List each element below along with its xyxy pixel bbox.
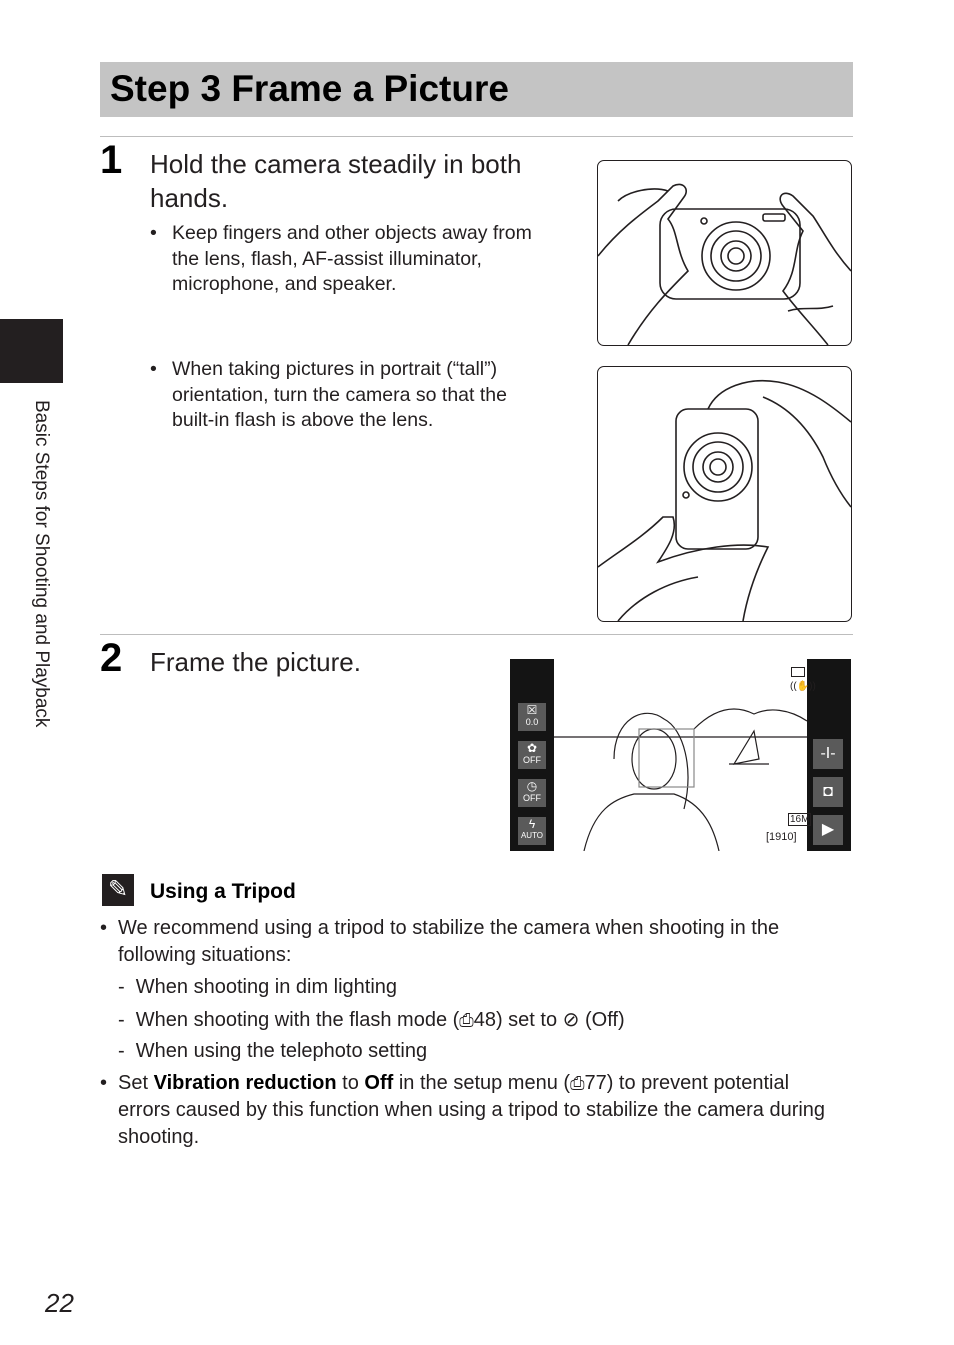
divider bbox=[100, 136, 853, 137]
reference-icon: ⎙ bbox=[459, 1010, 474, 1031]
note-dash-2: - When shooting with the flash mode (⎙48) set to ⊘ (Off) bbox=[118, 1007, 625, 1031]
note-bullet-1: • We recommend using a tripod to stabilize the camera when shooting in the following situations: bbox=[100, 917, 780, 966]
portrait-scene-icon bbox=[554, 659, 807, 851]
battery-icon bbox=[791, 667, 805, 677]
playback-icon[interactable]: ▶ bbox=[813, 815, 843, 845]
image-size-icon: 16M bbox=[790, 814, 810, 825]
note-dash-1: - When shooting in dim lighting bbox=[118, 976, 398, 998]
self-timer-icon[interactable]: ◷ OFF bbox=[518, 779, 546, 807]
camera-hands-icon bbox=[598, 161, 851, 345]
vibration-reduction-icon: ((✋)) bbox=[790, 681, 816, 692]
step-1-number: 1 bbox=[100, 138, 123, 182]
shots-remaining: [1910] bbox=[766, 831, 797, 843]
camera-landscape-illustration bbox=[597, 160, 852, 346]
page-title: Step 3 Frame a Picture bbox=[110, 68, 509, 109]
flash-off-icon: ⊘ bbox=[562, 1007, 580, 1031]
step-2-heading: Frame the picture. bbox=[150, 647, 361, 677]
step-1-bullet-2: • When taking pictures in portrait (“tall”) orientation, turn the camera so that the built-in flash is above the lens. bbox=[150, 358, 507, 431]
camera-portrait-illustration bbox=[597, 366, 852, 622]
exposure-compensation-icon[interactable]: ☒ 0.0 bbox=[518, 703, 546, 731]
monitor-display bbox=[510, 659, 851, 851]
note-dash-3: - When using the telephoto setting bbox=[118, 1040, 428, 1062]
zoom-icon[interactable]: -I- bbox=[813, 739, 843, 769]
chapter-label: Basic Steps for Shooting and Playback bbox=[31, 400, 52, 728]
camera-icon[interactable]: ◘ bbox=[813, 777, 843, 807]
step-1-heading: Hold the camera steadily in both hands. bbox=[150, 149, 522, 213]
note-title: Using a Tripod bbox=[150, 880, 296, 903]
chapter-tab bbox=[0, 319, 63, 383]
step-2-number: 2 bbox=[100, 636, 123, 680]
camera-portrait-icon bbox=[598, 367, 851, 621]
divider bbox=[100, 634, 853, 635]
live-view bbox=[554, 659, 807, 851]
macro-mode-icon[interactable]: ✿ OFF bbox=[518, 741, 546, 769]
step-1-bullet-1: • Keep fingers and other objects away from the lens, flash, AF-assist illuminator, microphone, and speaker. bbox=[150, 222, 532, 295]
reference-icon: ⎙ bbox=[570, 1073, 585, 1094]
flash-mode-icon[interactable]: ϟ AUTO bbox=[518, 817, 546, 845]
page-number: 22 bbox=[45, 1288, 74, 1318]
note-icon: ✎ bbox=[102, 874, 134, 906]
note-bullet-2: • Set Vibration reduction to Off in the setup menu (⎙77) to prevent potential errors caused by this function when using a tripod to stabilize the camera during shooting. bbox=[100, 1072, 826, 1148]
